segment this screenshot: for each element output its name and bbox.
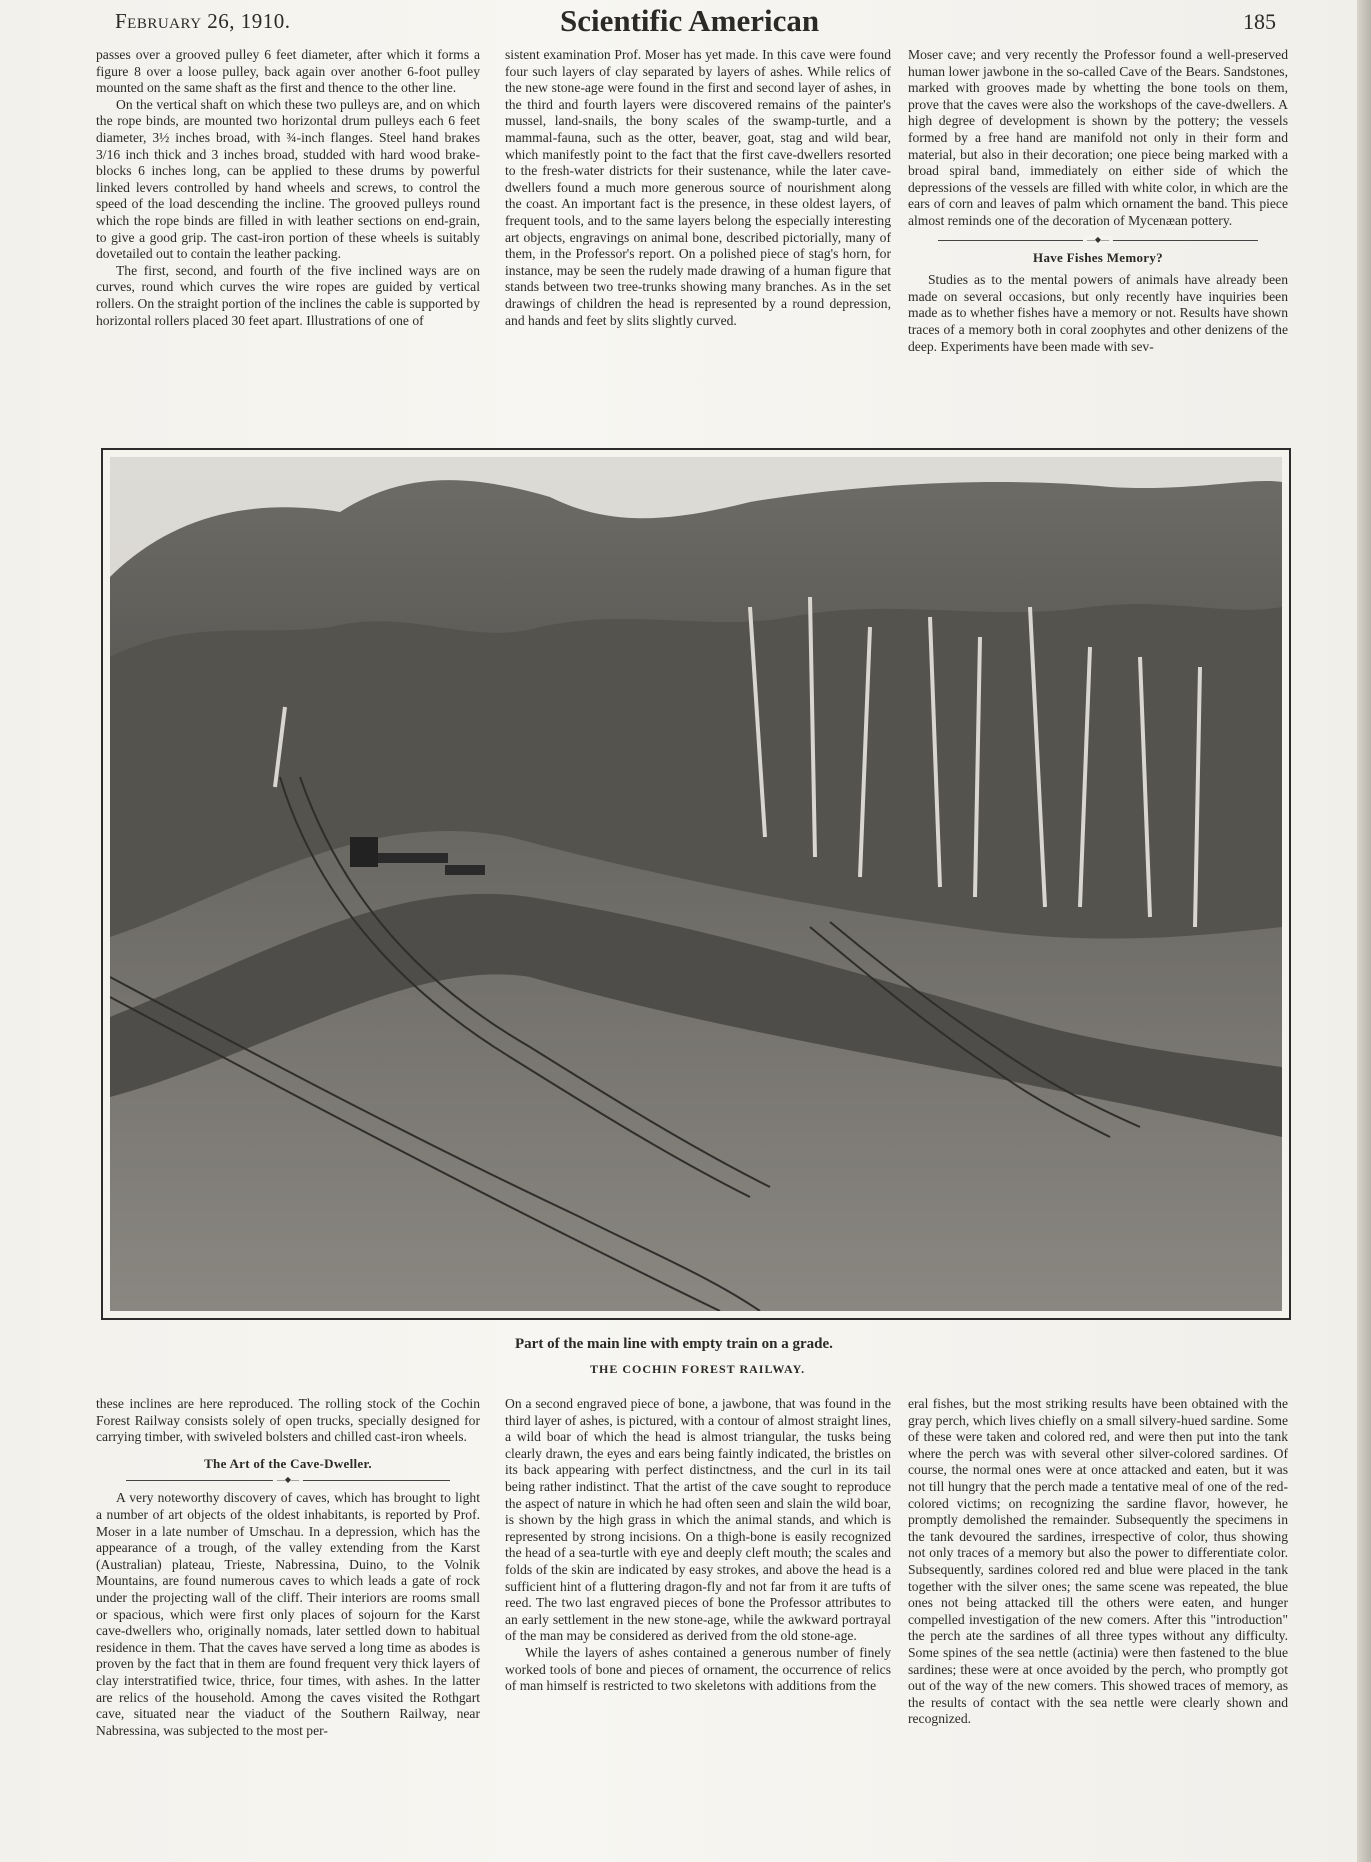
photo-caption: Part of the main line with empty train on a grade. xyxy=(515,1336,833,1352)
paragraph: The first, second, and fourth of the five inclined ways are on curves, round which curves the wire ropes are guided by vertical rollers. On the straight portion of the inclines the cable is supported by horizontal rollers placed 30 feet apart. Illustrations of one of xyxy=(96,262,480,328)
page-number: 185 xyxy=(1243,9,1276,34)
paragraph: While the layers of ashes contained a generous number of finely worked tools of bone and pieces of ornament, the occurrence of relics of man himself is restricted to two skeletons with additions from the xyxy=(505,1644,891,1694)
top-column-2 xyxy=(505,47,891,422)
forest-railway-illustration xyxy=(110,457,1282,1311)
divider-ornament: —◆— xyxy=(1083,236,1113,244)
top-column-3 xyxy=(908,47,1288,422)
paragraph: A very noteworthy discovery of caves, which has brought to light a number of art objects of the oldest inhabitants, is reported by Prof. Moser in a late number of Umschau. In a depression, which has the appearance of a trough, of the valley extending from the Karst (Australian) plateau, Trieste, Nabressina, Duino, to the Volnik Mountains, are found numerous caves to which leads a gate of rock under the projecting wall of the cliff. Their interiors are rooms small or spacious, which were first only places of sojourn for the Karst cave-dwellers who, originally nomads, later settled down to habitual residence in them. That the caves have served a long time as abodes is proven by the fact that in them are found frequent very thick layers of clay interstratified twice, thrice, four times, with ashes. In the latter are relics of the household. Among the caves visited the Rothgart cave, situated near the viaduct of the Southern Railway, near Nabressina, was subjected to the most per- xyxy=(96,1490,480,1738)
section-heading-fishes-memory: Have Fishes Memory? xyxy=(1033,249,1163,265)
paragraph: these inclines are here reproduced. The rolling stock of the Cochin Forest Railway consists solely of open trucks, specially designed for carrying timber, with swiveled bolsters and chilled cast-iron wheels. xyxy=(96,1396,480,1445)
paragraph: Moser cave; and very recently the Professor found a well-preserved human lower jawbone in the so-called Cave of the Bears. Sandstones, marked with grooves made by whetting the bone tools on them, prove that the caves were also the workshops of the cave-dwellers. A high degree of development is shown by the pottery; the vessels formed by a free hand are manifold not only in their form and material, but also in their decoration; one piece being marked with a broad spiral band, immediately on either side of which the depressions of the vessels are filled with white color, in which are the ears of corn and leaves of palm which ornament the band. This piece almost reminds one of the decoration of Mycenæan pottery. xyxy=(908,47,1288,228)
top-column-1 xyxy=(96,47,480,422)
paragraph: sistent examination Prof. Moser has yet made. In this cave were found four such layers of clay separated by layers of ashes. While relics of the new stone-age were found in the first and second layer of ashes, in the third and fourth layers were discovered remains of the painter's mussel, land-snails, the bony scales of the swamp-turtle, and a mammal-fauna, such as the otter, beaver, goat, stag and wild bear, which manifestly point to the fact that the first cave-dwellers resorted to the fresh-water districts for their sustenance, while the later cave-dwellers found a much more generous source of nourishment along the coast. An important fact is the presence, in these oldest layers, of frequent tools, and to the same layers belong the especially interesting art objects, engravings on animal bone, described pictorially, many of them, in the Professor's report. On a polished piece of stag's horn, for instance, may be seen the rudely made drawing of a human figure that stands between two tree-trunks showing many branches. As in the set drawings of children the head is represented by a round depression, and hands and feet by slits slightly curved. xyxy=(505,47,891,328)
bottom-column-1 xyxy=(96,1396,480,1844)
divider-ornament: —◆— xyxy=(273,1476,303,1484)
masthead-title: Scientific American xyxy=(560,3,820,38)
photo-title: THE COCHIN FOREST RAILWAY. xyxy=(590,1362,806,1376)
bottom-column-3 xyxy=(908,1396,1288,1844)
page-edge xyxy=(1357,0,1371,1862)
section-divider xyxy=(126,1476,450,1484)
paragraph: On a second engraved piece of bone, a jawbone, that was found in the third layer of ashes, is pictured, with a contour of almost straight lines, a wild boar of which the head is almost triangular, the tusks being clearly drawn, the eyes and ears being faintly indicated, the bristles on its back appearing with perfect distinctness, and the curl in its tail being rather indistinct. That the artist of the cave sought to reproduce the aspect of nature in which he had often seen and slain the wild boar, is shown by the high grass in which the animal stands, and which is represented by strong incisions. On a thigh-bone is easily recognized the head of a sea-turtle with eye and deeply cleft mouth; the scales and folds of the skin are indicated by easy strokes, and above the head is a sufficient hint of a fluttering dragon-fly and not far from it are tufts of reed. The two last engraved pieces of bone the Professor attributes to an early settlement in the new stone-age, while the awkward portrayal of the man may be considered as derived from the old stone-age. xyxy=(505,1396,891,1644)
bottom-column-2 xyxy=(505,1396,891,1844)
paragraph: On the vertical shaft on which these two pulleys are, and on which the rope binds, are mounted two horizontal drum pulleys each 6 feet diameter, 3½ inches broad, with ¾-inch flanges. Steel hand brakes 3/16 inch thick and 3 inches broad, studded with hard wood brake-blocks 6 inches long, can be applied to these drums by powerful linked levers controlled by hand wheels and screws, to control the speed of the load descending the incline. The grooved pulleys round which the rope binds are filled in with leather sections on end-grain, to give a good grip. The cast-iron portion of these wheels is suitably dovetailed out to contain the leather packing. xyxy=(96,96,480,262)
railway-photograph xyxy=(110,457,1282,1311)
section-divider xyxy=(938,236,1258,244)
paragraph: Studies as to the mental powers of animals have already been made on several occasions, but only recently have inquiries been made as to whether fishes have a memory or not. Results have shown traces of a memory both in coral zoophytes and other denizens of the deep. Experiments have been made with sev- xyxy=(908,272,1288,354)
section-heading-cave-dweller: The Art of the Cave-Dweller. xyxy=(204,1455,372,1471)
paragraph: passes over a grooved pulley 6 feet diameter, after which it forms a figure 8 over a loose pulley, back again over another 6-foot pulley mounted on the same shaft as the first and thence to the other line. xyxy=(96,47,480,96)
issue-date: February 26, 1910. xyxy=(115,9,291,33)
paragraph: eral fishes, but the most striking results have been obtained with the gray perch, which lives chiefly on a small silvery-hued sardine. Some of these were taken and colored red, and were then put into the tank where the perch was with several other silver-colored sardines. Of course, the normal ones were at once attacked and eaten, but it was not till hungry that the perch made a tentative meal of one of the red-colored victims; on recognizing the sardine flavor, however, he promptly demolished the remainder. Subsequently the specimens in the tank devoured the sardines, irrespective of color, thus showing not only traces of a memory but also the power to differentiate color. Subsequently, sardines colored red and blue were placed in the tank together with the silver ones; the same scene was repeated, the blue ones not being attacked till the others were eaten, and hunger compelled investigation of the new comers. After this "introduction" the perch ate the sardines of all three types without any difficulty. Some spines of the sea nettle (actinia) were then fastened to the blue sardines; these were at once avoided by the perch, who promptly got out of the way of the new comers. This showed traces of memory, as the results of contact with the sea nettle were clearly shown and recognized. xyxy=(908,1396,1288,1727)
